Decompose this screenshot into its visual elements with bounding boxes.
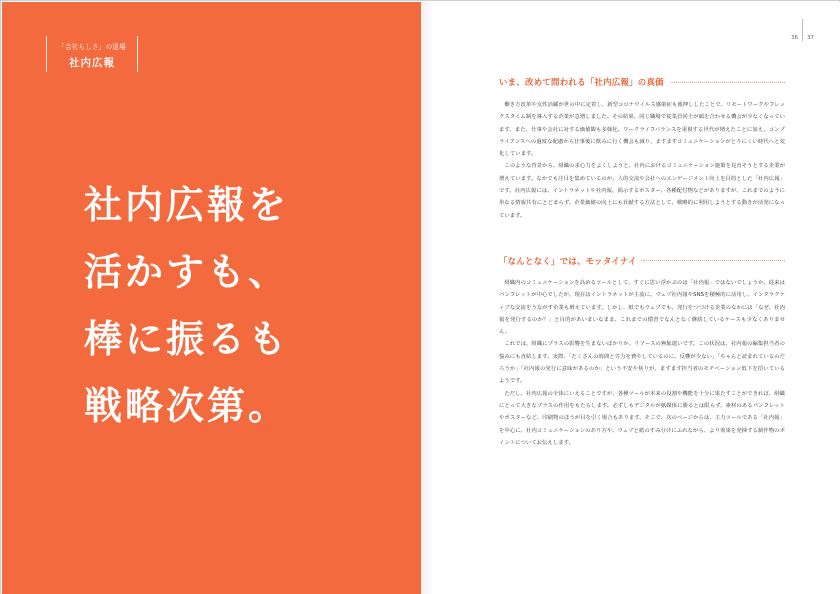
gutter-shadow	[421, 2, 435, 594]
section-heading-text: 「なんとなく」では、モッタイナイ	[499, 255, 637, 266]
paragraph: このような背景から、組織の求心力をよくしようと、社内におけるコミュニケーション施策を見直そうとする企業が増えています。なかでも注目を集めているのが、人的交流や会社へのエンゲージメント向上を目的とした「社内広報」です。社内広報には、イントラネットや社内報、掲示するポスター、各種配付物などがありますが、これまでのように単なる情報共有にとどまらず、企業価値の向上にも貢献する方法として、戦略的に利用しようとする動きが活発になっています。	[499, 163, 785, 219]
heading-dotted-rule	[670, 82, 785, 83]
section-tag-subtitle: 「会社らしさ」の退場	[58, 43, 126, 51]
section-heading-2	[499, 255, 785, 267]
headline-line: 戦略次第。	[84, 384, 290, 428]
section-spacer	[499, 222, 785, 255]
section-heading-text: いま、改めて問われる「社内広報」の真価	[499, 77, 664, 87]
headline-line: 棒に振るも	[84, 317, 290, 361]
heading-dotted-rule	[643, 260, 785, 261]
page-numbers	[791, 35, 814, 41]
page-number-right: 37	[807, 35, 814, 41]
section-heading-1	[499, 76, 785, 88]
paragraph: 組織内のコミュニケーションを高めるツールとして、すぐに思い浮かぶのは「社内報」ではないでしょうか。従来はパンフレットが中心でしたが、現在はイントラネットが主流に。ウェブ社内報やSNSを積極的に活用し、インタラクティブな交流をうながす企業も増えています。しかし、紙でもウェブでも、発行をつづける企業のなかには「なぜ、社内報を発行するのか？」と目的があいまいなまま、これまでの慣習でなんとなく継続しているケースも少なくありません。	[499, 279, 785, 336]
paragraph: これでは、組織にプラスの影響を生まないばかりか、リソースの無駄遣いです。この状況は、社内報の編集担当者の悩みにも直結します。実際、「たくさんの時間と労力を費やしているのに、反響が少ない」「ちゃんと読まれているのだろうか」「社内報の発行に意味があるのか」という不安や焦りが、ますます担当者のモチベーション低下を招いているようです。	[499, 341, 785, 385]
page-number-divider	[802, 19, 803, 41]
headline-line: 社内広報を	[84, 183, 290, 227]
right-page	[421, 2, 840, 594]
headline-line: 活かすも、	[84, 250, 290, 294]
paragraph: ただし、社内広報の全体にいえることですが、各種ツールが本来の役割や機能を十分に果たすことができれば、組織にとって大きなプラスの作用をもたらします。必ずしもデジタルが紙媒体に勝るとは限らず、素材のあるパンフレットやポスターなど、印刷物のほうが目を引く場合もあります。そこで、次のページからは、主力ツールである「社内報」を中心に、社内コミュニケーションのあり方や、ウェブと紙のすみ分けにふれながら、より効果を発揮する制作物のポイントについてお伝えします。	[499, 390, 785, 446]
left-page	[2, 2, 421, 594]
page-number-left: 36	[791, 35, 798, 41]
paragraph: 働き方改革や女性活躍が世の中に定着し、新型コロナウイルス感染症も後押ししたことで、リモートワークやフレックスタイム制を導入する企業が急増しました。その結果、同じ職場で従業員同士が顔を合わせる機会が少なくなっています。また、仕事や会社に対する価値観も多様化。ワークライフバランスを重視する世代が増えたことに加え、コンプライアンスへの過度な配慮から仕事後に飲みに行く機会も減り、ますますコミュニケーションがとりにくい時代へと変化しています。	[499, 102, 785, 158]
section-tag	[46, 36, 138, 72]
headline	[84, 172, 404, 440]
section-tag-title: 社内広報	[69, 57, 115, 69]
article-body	[499, 76, 785, 449]
